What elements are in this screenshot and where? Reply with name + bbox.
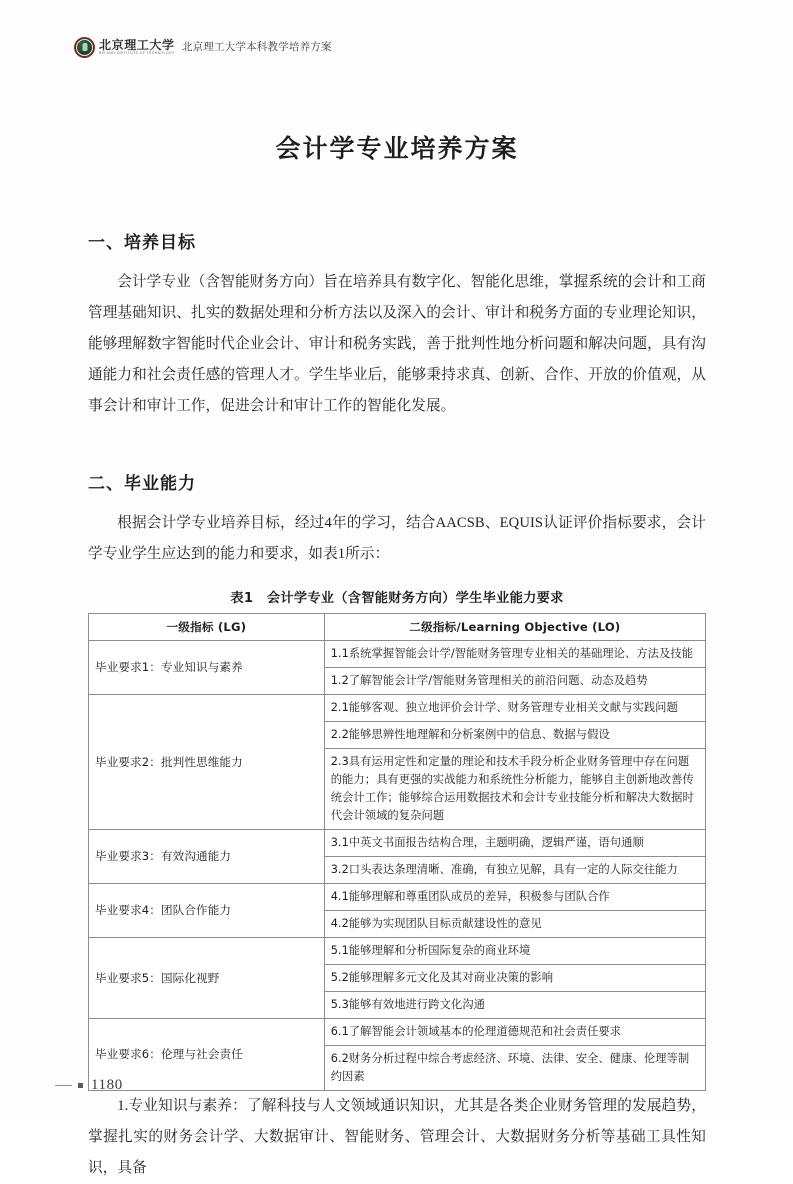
lg-cell: 毕业要求4：团队合作能力: [89, 883, 325, 937]
footer-square-icon: [78, 1083, 83, 1088]
lo-cell: 2.2能够思辨性地理解和分析案例中的信息、数据与假设: [324, 721, 705, 748]
section-paragraph-abilities: 根据会计学专业培养目标，经过4年的学习，结合AACSB、EQUIS认证评价指标要求，会计学专业学生应达到的能力和要求，如表1所示：: [88, 514, 706, 562]
lo-cell: 6.2财务分析过程中综合考虑经济、环境、法律、安全、健康、伦理等制约因素: [324, 1045, 705, 1090]
table-row: [89, 1018, 706, 1045]
logo-chinese-name: 北京理工大学: [99, 37, 175, 52]
section-heading-abilities: 二、毕业能力: [88, 473, 196, 494]
lg-cell: 毕业要求6：伦理与社会责任: [89, 1018, 325, 1090]
lo-cell: 6.1了解智能会计领域基本的伦理道德规范和社会责任要求: [324, 1018, 705, 1045]
table-row: [89, 640, 706, 667]
page-number: 1180: [91, 1077, 123, 1093]
table-row: [89, 883, 706, 910]
table-header-row: [89, 613, 706, 640]
footer-rule-divider: [55, 1085, 72, 1086]
column-header-lo: 二级指标/Learning Objective (LO): [324, 613, 705, 640]
table-caption: 表1 会计学专业（含智能财务方向）学生毕业能力要求: [230, 590, 564, 606]
lo-cell: 1.2了解智能会计学/智能财务管理相关的前沿问题、动态及趋势: [324, 667, 705, 694]
lg-cell: 毕业要求1：专业知识与素养: [89, 640, 325, 694]
closing-paragraph: 1.专业知识与素养：了解科技与人文领域通识知识，尤其是各类企业财务管理的发展趋势，掌握扎实的财务会计学、大数据审计、智能财务、管理会计、大数据财务分析等基础工具性知识，具备: [88, 1097, 706, 1176]
lo-cell: 5.2能够理解多元文化及其对商业决策的影响: [324, 964, 705, 991]
document-content: [88, 0, 706, 1184]
lo-cell: 5.3能够有效地进行跨文化沟通: [324, 991, 705, 1018]
table-row: [89, 829, 706, 856]
page-title: 会计学专业培养方案: [275, 134, 519, 163]
lo-cell: 2.3具有运用定性和定量的理论和技术手段分析企业财务管理中存在问题的能力；具有更强的实战能力和系统性分析能力，能够自主创新地改善传统会计工作；能够综合运用数据技术和会计专业技能分析和解决大数据时代会计领域的复杂问题: [324, 748, 705, 829]
header-title: 北京理工大学本科教学培养方案: [181, 41, 332, 53]
lo-cell: 1.1系统掌握智能会计学/智能财务管理专业相关的基础理论、方法及技能: [324, 640, 705, 667]
lg-cell: 毕业要求2：批判性思维能力: [89, 694, 325, 829]
lo-cell: 3.1中英文书面报告结构合理，主题明确，逻辑严谨，语句通顺: [324, 829, 705, 856]
page-footer: [55, 1077, 123, 1094]
section-paragraph-objectives: 会计学专业（含智能财务方向）旨在培养具有数字化、智能化思维，掌握系统的会计和工商管理基础知识、扎实的数据处理和分析方法以及深入的会计、审计和税务方面的专业理论知识，能够理解数字智能时代企业会计、审计和税务实践，善于批判性地分析问题和解决问题，具有沟通能力和社会责任感的管理人才。学生毕业后，能够秉持求真、创新、合作、开放的价值观，从事会计和审计工作，促进会计和审计工作的智能化发展。: [88, 273, 706, 414]
lo-cell: 3.2口头表达条理清晰、准确，有独立见解，具有一定的人际交往能力: [324, 856, 705, 883]
lo-cell: 4.2能够为实现团队目标贡献建设性的意见: [324, 910, 705, 937]
section-heading-objectives: 一、培养目标: [88, 232, 196, 253]
graduation-requirements-table: [88, 613, 706, 1091]
lg-cell: 毕业要求5：国际化视野: [89, 937, 325, 1018]
table-row: [89, 694, 706, 721]
column-header-lg: 一级指标 (LG): [89, 613, 325, 640]
table-row: [89, 937, 706, 964]
logo-english-name: BEIJING INSTITUTE OF TECHNOLOGY: [99, 51, 175, 55]
table-body: [89, 640, 706, 1090]
lo-cell: 4.1能够理解和尊重团队成员的差异，积极参与团队合作: [324, 883, 705, 910]
table-head: [89, 613, 706, 640]
lg-cell: 毕业要求3：有效沟通能力: [89, 829, 325, 883]
lo-cell: 5.1能够理解和分析国际复杂的商业环境: [324, 937, 705, 964]
lo-cell: 2.1能够客观、独立地评价会计学、财务管理专业相关文献与实践问题: [324, 694, 705, 721]
